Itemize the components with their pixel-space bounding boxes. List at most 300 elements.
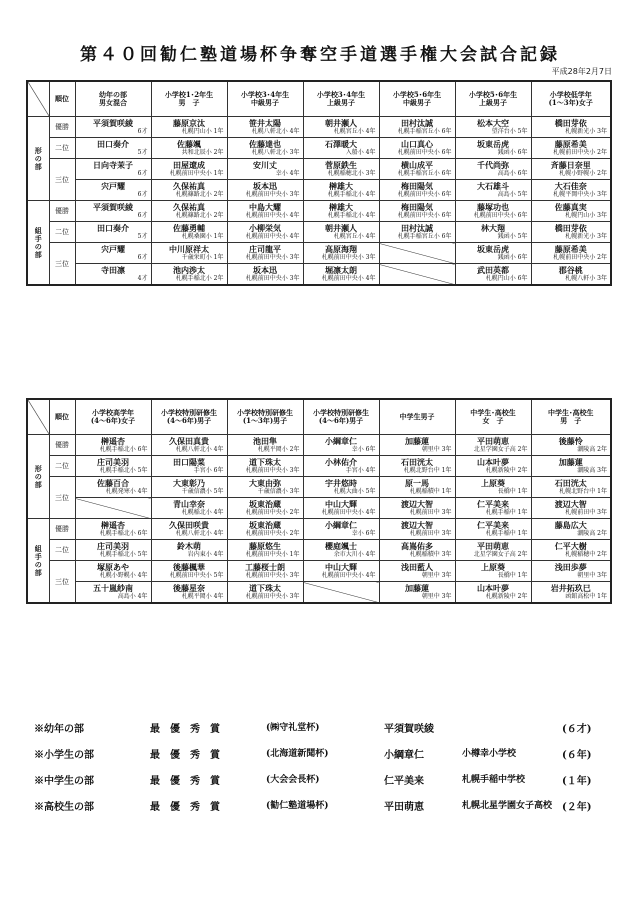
competitor-name: 藤塚功也 bbox=[477, 202, 509, 212]
rank-label: 三位 bbox=[49, 243, 75, 286]
result-cell bbox=[455, 117, 531, 138]
competitor-name: 浅田歩夢 bbox=[554, 562, 587, 572]
competitor-affiliation: 銭函小 6年 bbox=[497, 254, 528, 261]
result-cell bbox=[227, 222, 303, 243]
section-label-char: 形 bbox=[34, 463, 42, 473]
rank-label: 二位 bbox=[49, 222, 75, 243]
result-cell bbox=[531, 264, 611, 286]
category-header-line: 中学生･高校生 bbox=[548, 408, 594, 417]
result-cell bbox=[303, 540, 379, 561]
competitor-name: 工藤桜士朗 bbox=[245, 562, 285, 572]
result-cell bbox=[75, 222, 151, 243]
competitor-affiliation: 札幌円山小 6年 bbox=[485, 275, 528, 282]
competitor-name: 坂東治蔵 bbox=[249, 520, 281, 530]
result-cell bbox=[303, 201, 379, 222]
award-row bbox=[34, 798, 610, 824]
competitor-affiliation: 千歳信濃小 5年 bbox=[181, 488, 224, 495]
result-cell bbox=[303, 561, 379, 582]
result-cell bbox=[531, 159, 611, 180]
competitor-affiliation: 5才 bbox=[137, 233, 148, 240]
competitor-affiliation: 銭函小 5年 bbox=[497, 233, 528, 240]
result-cell bbox=[455, 456, 531, 477]
rank-header: 順位 bbox=[49, 399, 75, 435]
competitor-affiliation: 札幌平岡中央小 3年 bbox=[553, 191, 607, 198]
rank-label: 二位 bbox=[49, 456, 75, 477]
competitor-affiliation: 4才 bbox=[137, 275, 148, 282]
competitor-name: 庄司龍平 bbox=[249, 244, 281, 254]
competitor-name: 郡谷桃 bbox=[558, 265, 583, 275]
competitor-affiliation: 6才 bbox=[137, 170, 148, 177]
category-header-line: (4〜6年)男子 bbox=[318, 416, 364, 425]
competitor-affiliation: 札幌前田中 3年 bbox=[409, 530, 452, 537]
result-cell bbox=[455, 477, 531, 498]
result-cell bbox=[227, 540, 303, 561]
competitor-affiliation: 札幌北野台中 1年 bbox=[403, 467, 452, 474]
section-label bbox=[27, 117, 49, 201]
competitor-name: 朝井瀬人 bbox=[325, 223, 357, 233]
competitor-name: 佐藤颯 bbox=[177, 139, 201, 149]
result-cell bbox=[75, 540, 151, 561]
competitor-name: 中島大耀 bbox=[249, 202, 281, 212]
section-label-char: 組 bbox=[34, 543, 42, 553]
rank-label: 三位 bbox=[49, 159, 75, 201]
section-label-char: 部 bbox=[34, 567, 42, 577]
award-field: ※幼年の部 bbox=[34, 724, 84, 735]
competitor-affiliation: 札幌前田中央小 4年 bbox=[321, 509, 376, 516]
category-header bbox=[303, 399, 379, 435]
result-cell bbox=[303, 498, 379, 519]
competitor-affiliation: 札幌稲積中 3年 bbox=[409, 551, 452, 558]
section-label-char: 部 bbox=[34, 161, 42, 171]
competitor-affiliation: 岩内東小 4年 bbox=[187, 551, 224, 558]
result-cell bbox=[531, 540, 611, 561]
category-header bbox=[75, 81, 151, 117]
category-header-line: 男 子 bbox=[178, 98, 200, 107]
rank-label: 二位 bbox=[49, 138, 75, 159]
competitor-affiliation: 札幌手稲北小 6年 bbox=[99, 530, 148, 537]
result-cell bbox=[379, 582, 455, 604]
result-cell bbox=[379, 456, 455, 477]
competitor-affiliation: 幸小 6年 bbox=[351, 530, 376, 537]
competitor-affiliation: 朝里中 3年 bbox=[421, 593, 452, 600]
competitor-name: 斉藤日奈里 bbox=[550, 160, 591, 170]
competitor-affiliation: 札幌前田中央小 3年 bbox=[245, 191, 300, 198]
competitor-name: 小綱章仁 bbox=[325, 520, 357, 530]
competitor-name: 横山成平 bbox=[401, 160, 433, 170]
result-cell bbox=[531, 498, 611, 519]
competitor-name: 平田萌恵 bbox=[477, 541, 509, 551]
award-field: ※小学生の部 bbox=[34, 750, 94, 761]
competitor-name: 五十嵐紗南 bbox=[93, 583, 133, 593]
competitor-name: 仁平大樹 bbox=[554, 541, 587, 551]
competitor-name: 宇井悠時 bbox=[325, 478, 357, 488]
competitor-name: 藤島広大 bbox=[554, 520, 587, 530]
competitor-affiliation: 札幌前田中央小 1年 bbox=[169, 170, 224, 177]
competitor-affiliation: 高島小 4年 bbox=[117, 593, 148, 600]
competitor-affiliation: 6才 bbox=[137, 212, 148, 219]
result-cell bbox=[227, 435, 303, 456]
result-cell bbox=[227, 519, 303, 540]
result-cell bbox=[151, 477, 227, 498]
competitor-name: 田屋遼成 bbox=[173, 160, 205, 170]
result-cell bbox=[227, 243, 303, 264]
result-cell bbox=[75, 498, 151, 519]
result-cell bbox=[379, 222, 455, 243]
result-cell bbox=[151, 582, 227, 604]
category-header-line: 上級男子 bbox=[479, 98, 507, 107]
competitor-affiliation: 札幌北野台中 1年 bbox=[559, 488, 607, 495]
rank-label: 優勝 bbox=[49, 201, 75, 222]
result-cell bbox=[227, 117, 303, 138]
competitor-name: 久保祐真 bbox=[173, 181, 205, 191]
result-cell bbox=[227, 561, 303, 582]
category-header bbox=[227, 399, 303, 435]
result-cell bbox=[455, 243, 531, 264]
competitor-name: 仁平美来 bbox=[477, 520, 509, 530]
competitor-affiliation: 函館高松中 1年 bbox=[565, 593, 607, 600]
competitor-affiliation: 銭函小 6年 bbox=[497, 149, 528, 156]
result-cell bbox=[379, 117, 455, 138]
section-label-char: 部 bbox=[34, 479, 42, 489]
competitor-name: 庄司美羽 bbox=[97, 457, 129, 467]
category-header bbox=[379, 399, 455, 435]
competitor-name: 浅田藍人 bbox=[401, 562, 433, 572]
competitor-affiliation: 札幌手稲北小 5年 bbox=[99, 467, 148, 474]
competitor-affiliation: 札幌前田中央小 4年 bbox=[245, 212, 300, 219]
competitor-affiliation: 札幌手稲北小 4年 bbox=[327, 212, 376, 219]
competitor-affiliation: 札幌前田中央小 6年 bbox=[397, 149, 452, 156]
result-cell bbox=[455, 540, 531, 561]
category-header-line: 女 子 bbox=[482, 416, 504, 425]
competitor-affiliation: 札幌発寒小 4年 bbox=[105, 488, 148, 495]
result-cell bbox=[303, 519, 379, 540]
competitor-name: 松本大空 bbox=[477, 118, 509, 128]
category-header bbox=[75, 399, 151, 435]
result-cell bbox=[151, 540, 227, 561]
competitor-name: 田口奏介 bbox=[97, 223, 129, 233]
competitor-affiliation: 札幌桑園小 1年 bbox=[181, 233, 224, 240]
category-header-line: 男 子 bbox=[560, 416, 582, 425]
competitor-affiliation: 札幌手稲中 1年 bbox=[485, 530, 528, 537]
competitor-affiliation: 千歳信濃小 3年 bbox=[257, 488, 300, 495]
result-cell bbox=[303, 159, 379, 180]
competitor-affiliation: 朝里中 3年 bbox=[421, 572, 452, 579]
award-field: 札幌北星学園女子高校 bbox=[462, 801, 553, 811]
result-cell bbox=[379, 561, 455, 582]
result-cell bbox=[303, 117, 379, 138]
rank-label: 三位 bbox=[49, 561, 75, 604]
competitor-name: 池田隼 bbox=[253, 436, 277, 446]
section-label bbox=[27, 435, 49, 519]
competitor-name: 橋田芽依 bbox=[554, 223, 587, 233]
result-cell bbox=[531, 561, 611, 582]
competitor-affiliation: 朝里中 3年 bbox=[577, 572, 607, 579]
competitor-affiliation: 札幌八軒北小 4年 bbox=[175, 446, 224, 453]
section-label-char: 形 bbox=[34, 145, 42, 155]
competitor-name: 高嶌佑多 bbox=[401, 541, 433, 551]
section-label bbox=[27, 201, 49, 286]
result-cell bbox=[227, 180, 303, 201]
result-cell bbox=[227, 582, 303, 604]
competitor-affiliation: 5才 bbox=[137, 149, 148, 156]
section-label-char: の bbox=[34, 153, 42, 163]
competitor-affiliation: 余市大川小 4年 bbox=[333, 551, 376, 558]
competitor-affiliation: 潮陵高 3年 bbox=[577, 467, 607, 474]
result-cell bbox=[303, 222, 379, 243]
competitor-name: 寺田凛 bbox=[101, 265, 125, 275]
category-header-line: (4〜6年)女子 bbox=[90, 416, 136, 425]
competitor-name: 高原海翔 bbox=[325, 244, 357, 254]
competitor-name: 佐藤百合 bbox=[97, 478, 129, 488]
competitor-affiliation: 幸小 6年 bbox=[351, 446, 376, 453]
category-header-line: 男女混合 bbox=[99, 98, 127, 107]
competitor-affiliation: 札幌前田中央小 3年 bbox=[245, 572, 300, 579]
header-corner bbox=[27, 81, 49, 117]
competitor-affiliation: 札幌前田中 3年 bbox=[565, 509, 607, 516]
competitor-affiliation: 札幌前田中央小 6年 bbox=[397, 191, 452, 198]
competitor-affiliation: 千歳栄町小 1年 bbox=[181, 254, 224, 261]
result-cell bbox=[455, 498, 531, 519]
rank-label: 優勝 bbox=[49, 519, 75, 540]
competitor-affiliation: 札幌稲穂北小 3年 bbox=[327, 170, 376, 177]
results-table-2 bbox=[26, 398, 612, 604]
competitor-affiliation: 札幌前田中央小 3年 bbox=[245, 593, 300, 600]
competitor-affiliation: 札幌新陵中 2年 bbox=[485, 593, 528, 600]
competitor-name: 道下珠太 bbox=[249, 457, 281, 467]
competitor-affiliation: 札幌八軒北小 3年 bbox=[251, 149, 300, 156]
result-cell bbox=[303, 456, 379, 477]
competitor-name: 久保田咲貴 bbox=[169, 520, 209, 530]
award-field: 小樽幸小学校 bbox=[462, 749, 517, 759]
competitor-name: 武田英都 bbox=[477, 265, 509, 275]
competitor-name: 石澤暖大 bbox=[325, 139, 357, 149]
competitor-name: 渡辺大智 bbox=[401, 499, 433, 509]
result-cell bbox=[379, 243, 455, 264]
result-cell bbox=[303, 582, 379, 604]
competitor-name: 後藤怜 bbox=[558, 436, 583, 446]
result-cell bbox=[75, 264, 151, 286]
competitor-name: 中川原祥太 bbox=[169, 244, 209, 254]
competitor-name: 平須賀咲綾 bbox=[93, 118, 133, 128]
section-label-char: 手 bbox=[34, 233, 42, 243]
result-cell bbox=[455, 561, 531, 582]
result-cell bbox=[379, 180, 455, 201]
result-cell bbox=[455, 519, 531, 540]
category-header-line: 中学生男子 bbox=[399, 412, 435, 421]
competitor-affiliation: 札幌八軒小 3年 bbox=[565, 275, 607, 282]
competitor-name: 安川丈 bbox=[253, 160, 277, 170]
rank-label: 優勝 bbox=[49, 117, 75, 138]
competitor-name: 菅原鉄生 bbox=[325, 160, 357, 170]
competitor-affiliation: 札幌前田中央小 3年 bbox=[245, 254, 300, 261]
result-cell bbox=[75, 477, 151, 498]
competitor-name: 山本叶夢 bbox=[477, 457, 509, 467]
result-cell bbox=[75, 456, 151, 477]
competitor-affiliation: 札幌手稲宮丘小 6年 bbox=[397, 170, 452, 177]
award-row bbox=[34, 746, 610, 772]
competitor-affiliation: 札幌平岡小 4年 bbox=[181, 593, 224, 600]
competitor-name: 田口陽菜 bbox=[173, 457, 205, 467]
competitor-name: 小綱章仁 bbox=[325, 436, 357, 446]
award-field: ※中学生の部 bbox=[34, 776, 94, 787]
competitor-affiliation: 札幌前田中央小 2年 bbox=[245, 509, 300, 516]
result-cell bbox=[379, 477, 455, 498]
category-header-line: 小学校5･6年生 bbox=[392, 90, 442, 99]
category-header bbox=[531, 399, 611, 435]
competitor-affiliation: 潮陵高 2年 bbox=[577, 530, 607, 537]
competitor-name: 塚原あや bbox=[97, 562, 129, 572]
competitor-name: 坂東岳虎 bbox=[477, 139, 509, 149]
competitor-name: 石田洸太 bbox=[401, 457, 433, 467]
competitor-name: 堀凛太朗 bbox=[325, 265, 357, 275]
result-cell bbox=[151, 498, 227, 519]
rank-label: 三位 bbox=[49, 477, 75, 519]
competitor-name: 加藤蓮 bbox=[405, 583, 429, 593]
competitor-name: 庄司美羽 bbox=[97, 541, 129, 551]
result-cell bbox=[531, 582, 611, 604]
competitor-affiliation: 札幌八軒北小 4年 bbox=[175, 530, 224, 537]
competitor-affiliation: 札幌稲穂中 2年 bbox=[565, 551, 607, 558]
result-cell bbox=[531, 180, 611, 201]
competitor-name: 榊遥杏 bbox=[101, 436, 125, 446]
competitor-affiliation: 札幌円山小 1年 bbox=[181, 128, 224, 135]
result-cell bbox=[303, 180, 379, 201]
competitor-affiliation: 札幌平岡小 2年 bbox=[257, 446, 300, 453]
result-cell bbox=[379, 519, 455, 540]
result-cell bbox=[227, 498, 303, 519]
competitor-name: 田村汰誠 bbox=[401, 223, 433, 233]
competitor-affiliation: 札幌小野幌小 4年 bbox=[99, 572, 148, 579]
competitor-name: 榊遥杏 bbox=[101, 520, 125, 530]
competitor-name: 小柳栄気 bbox=[249, 223, 281, 233]
result-cell bbox=[151, 456, 227, 477]
category-header bbox=[151, 81, 227, 117]
competitor-name: 原一馬 bbox=[405, 478, 429, 488]
result-cell bbox=[151, 138, 227, 159]
competitor-name: 山本叶夢 bbox=[477, 583, 509, 593]
competitor-affiliation: 北星学園女子高 2年 bbox=[473, 446, 528, 453]
competitor-name: 加藤蓮 bbox=[405, 436, 429, 446]
competitor-name: 池内渉太 bbox=[173, 265, 205, 275]
category-header-line: 中学生･高校生 bbox=[470, 408, 516, 417]
category-header bbox=[455, 81, 531, 117]
award-field: (１年) bbox=[562, 776, 592, 787]
result-cell bbox=[227, 477, 303, 498]
page-title: 第４０回勧仁塾道場杯争奪空手道選手権大会試合記録 bbox=[80, 45, 560, 65]
category-header bbox=[379, 81, 455, 117]
event-date: 平成28年2月7日 bbox=[551, 67, 612, 76]
competitor-name: 久保田真貴 bbox=[169, 436, 209, 446]
competitor-affiliation: 札幌前田中央小 6年 bbox=[473, 212, 528, 219]
result-cell bbox=[151, 222, 227, 243]
category-header-line: (1〜3年)男子 bbox=[242, 416, 288, 425]
result-cell bbox=[75, 435, 151, 456]
award-field: ※高校生の部 bbox=[34, 802, 94, 813]
rank-label: 二位 bbox=[49, 540, 75, 561]
competitor-affiliation: 長橋中 1年 bbox=[497, 572, 528, 579]
category-header-line: 幼年の部 bbox=[99, 90, 127, 99]
award-field: 最優秀賞 bbox=[150, 802, 230, 813]
category-header-line: 小学校3･4年生 bbox=[316, 90, 366, 99]
competitor-name: 宍戸耀 bbox=[101, 244, 125, 254]
competitor-affiliation: 札幌宮丘小 4年 bbox=[333, 128, 376, 135]
competitor-affiliation: 手宮小 6年 bbox=[193, 467, 224, 474]
competitor-affiliation: 札幌稲北小 4年 bbox=[181, 509, 224, 516]
competitor-affiliation: 札幌前田中央小 2年 bbox=[553, 149, 607, 156]
result-cell bbox=[455, 201, 531, 222]
competitor-name: 榊雄大 bbox=[329, 181, 353, 191]
result-cell bbox=[75, 180, 151, 201]
result-cell bbox=[151, 243, 227, 264]
competitor-name: 橋田芽依 bbox=[554, 118, 587, 128]
category-header-line: 小学校特別研修生 bbox=[237, 408, 293, 417]
competitor-affiliation: 朝里中 3年 bbox=[421, 446, 452, 453]
result-cell bbox=[227, 456, 303, 477]
competitor-name: 小林佑介 bbox=[325, 457, 357, 467]
competitor-affiliation: 入船小 4年 bbox=[345, 149, 376, 156]
category-header bbox=[303, 81, 379, 117]
competitor-affiliation: 札幌小野幌小 2年 bbox=[559, 170, 607, 177]
category-header-line: 小学校特別研修生 bbox=[313, 408, 369, 417]
competitor-name: 上原葵 bbox=[481, 562, 505, 572]
result-cell bbox=[227, 264, 303, 286]
section-label-char: の bbox=[34, 241, 42, 251]
section-label-char: 部 bbox=[34, 249, 42, 259]
award-field: (北海道新聞杯) bbox=[266, 749, 329, 759]
section-label-char: 手 bbox=[34, 551, 42, 561]
competitor-affiliation: 札幌前田中央小 3年 bbox=[321, 254, 376, 261]
award-field: 最優秀賞 bbox=[150, 776, 230, 787]
competitor-name: 中山大輝 bbox=[325, 499, 357, 509]
award-field: 平須賀咲綾 bbox=[384, 724, 434, 735]
category-header bbox=[531, 81, 611, 117]
competitor-name: 櫻庭颯士 bbox=[325, 541, 357, 551]
result-cell bbox=[227, 138, 303, 159]
competitor-name: 大東由弥 bbox=[249, 478, 281, 488]
category-header bbox=[151, 399, 227, 435]
result-cell bbox=[455, 138, 531, 159]
competitor-name: 渡辺大智 bbox=[401, 520, 433, 530]
competitor-affiliation: 札幌手稲中 1年 bbox=[485, 509, 528, 516]
category-header-line: 小学校高学年 bbox=[92, 408, 134, 417]
competitor-name: 大石雄斗 bbox=[477, 181, 509, 191]
award-field: (勧仁塾道場杯) bbox=[266, 801, 329, 811]
result-cell bbox=[151, 264, 227, 286]
award-field: (２年) bbox=[562, 802, 592, 813]
competitor-name: 藤原京汰 bbox=[173, 118, 205, 128]
competitor-affiliation: 札幌手稲宮丘小 6年 bbox=[397, 233, 452, 240]
competitor-affiliation: 札幌前田中央小 2年 bbox=[245, 530, 300, 537]
result-cell bbox=[455, 435, 531, 456]
competitor-name: 道下珠太 bbox=[249, 583, 281, 593]
competitor-affiliation: 札幌手稲宮丘小 6年 bbox=[397, 128, 452, 135]
competitor-affiliation: 高島小 6年 bbox=[497, 170, 528, 177]
category-header-line: 上級男子 bbox=[327, 98, 355, 107]
award-field: (６年) bbox=[562, 750, 592, 761]
result-cell bbox=[379, 159, 455, 180]
competitor-name: 上原葵 bbox=[481, 478, 505, 488]
result-cell bbox=[75, 519, 151, 540]
competitor-affiliation: 札幌前田中 3年 bbox=[409, 509, 452, 516]
competitor-name: 山口真心 bbox=[401, 139, 433, 149]
competitor-name: 坂本迅 bbox=[253, 265, 277, 275]
competitor-name: 中山大輝 bbox=[325, 562, 357, 572]
result-cell bbox=[75, 117, 151, 138]
result-cell bbox=[227, 159, 303, 180]
award-field: 最優秀賞 bbox=[150, 724, 230, 735]
result-cell bbox=[303, 138, 379, 159]
result-cell bbox=[379, 498, 455, 519]
